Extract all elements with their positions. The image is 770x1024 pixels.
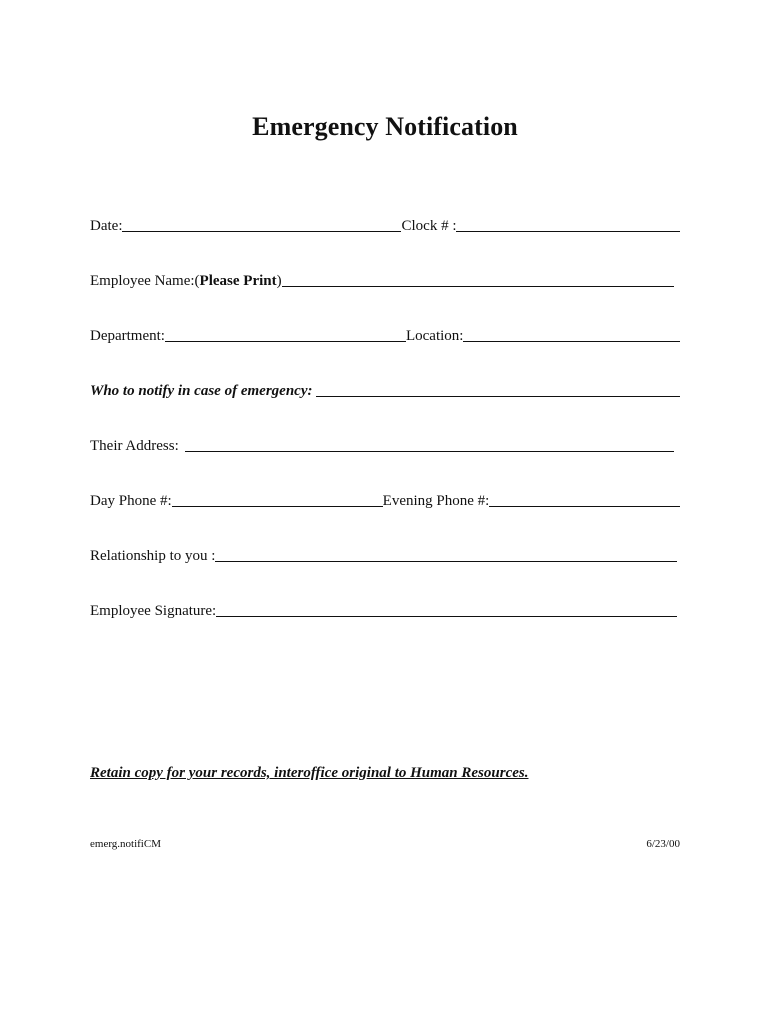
relationship-label: Relationship to you : — [90, 548, 216, 564]
who-to-notify-row — [90, 378, 680, 400]
retain-copy-notice: Retain copy for your records, interoffice original to Human Resources. — [90, 765, 529, 781]
signature-field[interactable] — [216, 616, 677, 617]
employee-name-field[interactable] — [282, 286, 674, 287]
employee-name-label-close: ) — [276, 273, 282, 289]
signature-row — [90, 598, 680, 620]
day-phone-field[interactable] — [172, 506, 383, 507]
form-title: Emergency Notification — [252, 112, 518, 141]
their-address-field[interactable] — [185, 451, 674, 452]
signature-label: Employee Signature: — [90, 603, 217, 619]
date-clock-row — [90, 213, 680, 235]
clock-number-field[interactable] — [456, 231, 680, 232]
location-field[interactable] — [463, 341, 680, 342]
relationship-row — [90, 543, 680, 565]
department-label: Department: — [90, 328, 165, 344]
department-field[interactable] — [165, 341, 406, 342]
phone-row — [90, 488, 680, 510]
date-field[interactable] — [122, 231, 401, 232]
location-label: Location: — [405, 328, 464, 344]
evening-phone-label: Evening Phone #: — [382, 493, 490, 509]
employee-name-label — [90, 273, 282, 290]
please-print-text: Please Print — [199, 273, 277, 289]
department-location-row — [90, 323, 680, 345]
evening-phone-field[interactable] — [489, 506, 680, 507]
relationship-field[interactable] — [215, 561, 677, 562]
form-code: emerg.notifiCM — [90, 838, 161, 850]
day-phone-label: Day Phone #: — [90, 493, 172, 509]
who-to-notify-label: Who to notify in case of emergency: — [90, 383, 313, 399]
employee-name-label-text: Employee Name:( — [90, 273, 200, 289]
employee-name-row — [90, 268, 680, 290]
who-to-notify-field[interactable] — [316, 396, 680, 397]
their-address-label: Their Address: — [90, 438, 179, 454]
clock-label: Clock # : — [401, 218, 457, 234]
their-address-row — [90, 433, 680, 455]
revision-date: 6/23/00 — [646, 838, 680, 850]
date-label: Date: — [90, 218, 123, 234]
